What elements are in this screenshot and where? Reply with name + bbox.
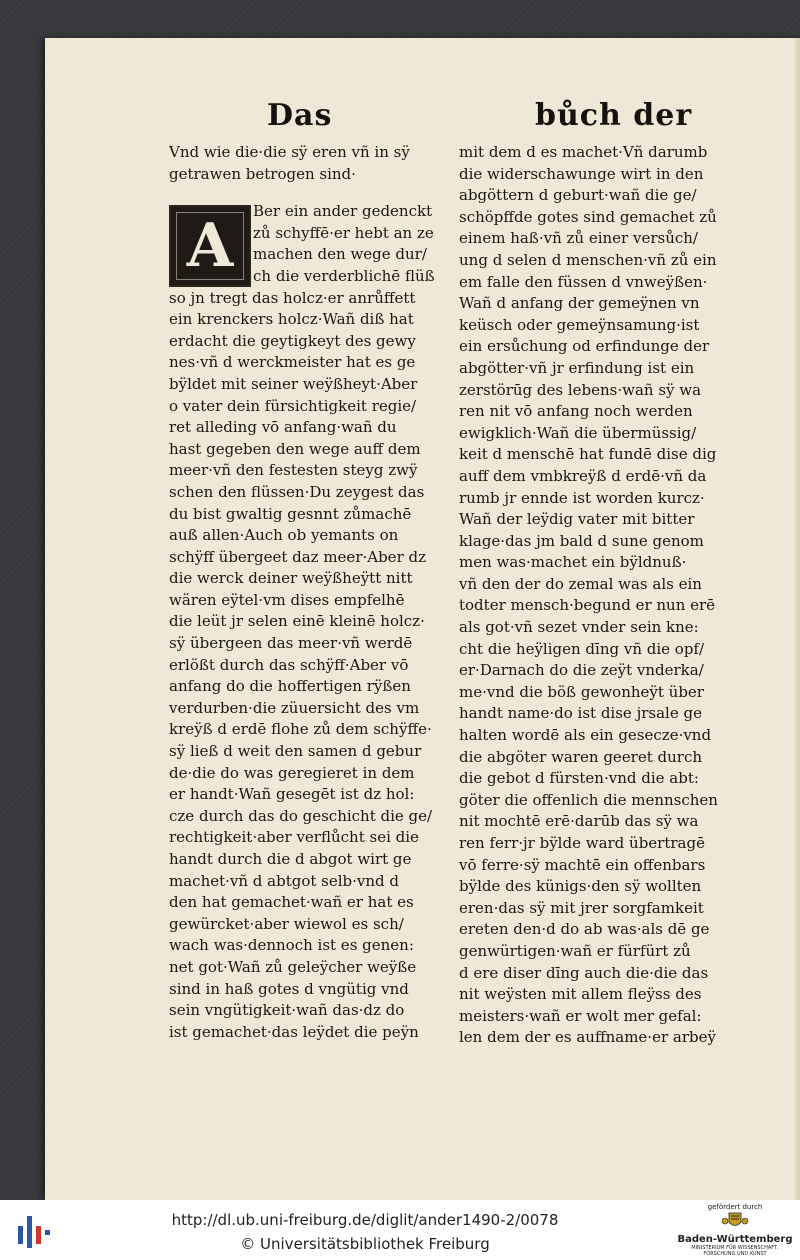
paragraph-with-initial: [169, 201, 459, 1043]
text-line: bÿlde des künigs·den sÿ wollten: [459, 877, 702, 896]
text-line: er handt·Wañ gesegēt ist dz hol:: [169, 785, 415, 804]
text-line: meisters·wañ er wolt mer gefal:: [459, 1006, 702, 1025]
text-line: du bist gwaltig gesnnt zůmachē: [169, 504, 412, 523]
text-line: rechtigkeit·aber verflůcht sei die: [169, 828, 419, 847]
text-line: sÿ ließ d weit den samen d gebur: [169, 742, 422, 761]
text-line: keit d menschē hat fundē dise dig: [459, 445, 717, 464]
text-line: anfang do die hoffertigen rÿßen: [169, 677, 411, 696]
text-line: sein vngütigkeit·wañ das·dz do: [169, 1001, 405, 1020]
text-line: de·die do was geregieret in dem: [169, 763, 415, 782]
chapter-heading: [169, 142, 459, 185]
text-line: ren nit vō anfang noch werden: [459, 402, 693, 421]
state-crest-icon: [720, 1212, 750, 1230]
text-line: schöpffde gotes sind gemachet zů: [459, 207, 717, 226]
running-head-right: bůch der: [535, 98, 693, 133]
running-head-left: Das: [267, 98, 333, 133]
decorated-initial: [169, 205, 251, 287]
left-body-text: [169, 288, 459, 1044]
text-line: die gebot d fürsten·vnd die abt:: [459, 769, 699, 788]
text-line: ein krenckers holcz·Wañ diß hat: [169, 310, 414, 329]
page-edge: [794, 38, 800, 1200]
text-line: mit dem d es machet·Vñ darumb: [459, 143, 708, 161]
text-line: auß allen·Auch ob yemants on: [169, 526, 399, 545]
text-line: men was·machet ein bÿldnuß·: [459, 553, 687, 572]
text-line: nit weÿsten mit allem fleÿss des: [459, 985, 702, 1004]
text-line: eren·das sÿ mit jrer sorgfamkeit: [459, 898, 704, 917]
text-line: abgöttern d geburt·wañ die ge/: [459, 186, 697, 205]
text-line: nit mochtē erē·darūb das sÿ wa: [459, 812, 699, 831]
text-line: schen den flüssen·Du zeygest das: [169, 482, 425, 501]
text-line: vñ den der do zemal was als ein: [459, 574, 702, 593]
text-line: em falle den füssen d vnweÿßen·: [459, 272, 708, 291]
text-line: so jn tregt das holcz·er anrůffett: [169, 288, 416, 307]
text-line: o vater dein fürsichtigkeit regie/: [169, 396, 417, 415]
text-line: klage·das jm bald d sune genom: [459, 531, 704, 550]
text-line: verdurben·die züuersicht des vm: [169, 698, 420, 717]
initial-letter: A: [186, 211, 234, 282]
text-line: ist gemachet·das leÿdet die peÿn: [169, 1022, 419, 1041]
right-text-column: [459, 142, 751, 1049]
text-line: hast gegeben den wege auff dem: [169, 439, 421, 458]
text-line: die widerschawunge wirt in den: [459, 164, 704, 183]
text-line: meer·vñ den festesten steyg zwÿ: [169, 461, 418, 480]
text-line: me·vnd die böß gewonheÿt über: [459, 682, 704, 701]
text-line: len dem der es auffname·er arbeÿ: [459, 1028, 716, 1047]
copyright-notice: © Universitätsbibliothek Freiburg: [240, 1235, 490, 1253]
text-line: genwürtigen·wañ er fürfürt zů: [459, 941, 691, 960]
text-line: ereten den·d do ab was·als dē ge: [459, 920, 710, 939]
text-line: erlößt durch das schÿff·Aber vō: [169, 655, 409, 674]
text-line: cze durch das do geschicht die ge/: [169, 806, 433, 825]
text-line: auff dem vmbkreÿß d erdē·vñ da: [459, 466, 707, 485]
text-line: ch die verderblichē flüß: [253, 266, 435, 285]
text-line: gewürcket·aber wiewol es sch/: [169, 914, 404, 933]
text-line: die leüt jr selen einē kleinē holcz·: [169, 612, 425, 631]
text-line: handt name·do ist dise jrsale ge: [459, 704, 702, 723]
text-line: die abgöter waren geeret durch: [459, 747, 703, 766]
text-line: zerstörūg des lebens·wañ sÿ wa: [459, 380, 702, 399]
text-line: Ber ein ander gedenckt: [253, 202, 433, 221]
text-line: Wañ der leÿdig vater mit bitter: [459, 510, 695, 529]
text-line: Vnd wie die·die sÿ eren vñ in sÿ: [169, 143, 410, 161]
text-line: abgötter·vñ jr erfindung ist ein: [459, 358, 695, 377]
right-body-text: [459, 142, 751, 1049]
text-line: göter die offenlich die mennschen: [459, 790, 718, 809]
sponsor-block[interactable]: [676, 1203, 794, 1257]
text-line: ung d selen d menschen·vñ zů ein: [459, 250, 717, 269]
text-line: ret alleding vō anfang·wañ du: [169, 418, 397, 437]
text-line: sÿ übergeen das meer·vñ werdē: [169, 634, 413, 653]
text-line: er·Darnach do die zeÿt vnderka/: [459, 661, 704, 680]
text-line: handt durch die d abgot wirt ge: [169, 850, 412, 868]
permalink-url[interactable]: http://dl.ub.uni-freiburg.de/diglit/ander1490-2/0078: [171, 1211, 559, 1229]
text-line: machet·vñ d abtgot selb·vnd d: [169, 871, 400, 890]
text-line: kreÿß d erdē flohe zů dem schÿffe·: [169, 720, 432, 739]
text-line: Wañ d anfang der gemeÿnen vn: [459, 294, 700, 313]
text-line: d ere diser dīng auch die·die das: [459, 963, 709, 982]
text-line: getrawen betrogen sind·: [169, 164, 356, 183]
text-line: vō ferre·sÿ machtē ein offenbars: [459, 855, 706, 874]
text-line: wären eÿtel·vm dises empfelhē: [169, 590, 405, 609]
text-line: sind in haß gotes d vngütig vnd: [169, 979, 409, 998]
text-line: ewigklich·Wañ die übermüssig/: [459, 423, 697, 442]
text-line: ren ferr·jr bÿlde ward übertragē: [459, 834, 705, 852]
ministry-name: MINISTERIUM FÜR WISSENSCHAFT, FORSCHUNG UND KUNST: [691, 1245, 779, 1257]
sponsor-label: gefördert durch: [707, 1203, 763, 1211]
text-line: die werck deiner weÿßheÿtt nitt: [169, 569, 413, 588]
text-line: als got·vñ sezet vnder sein kne:: [459, 618, 699, 637]
text-line: schÿff übergeet daz meer·Aber dz: [169, 547, 427, 566]
text-line: net got·Wañ zů geleÿcher weÿße: [169, 957, 417, 976]
text-line: machen den wege dur/: [253, 245, 427, 264]
text-line: bÿldet mit seiner weÿßheyt·Aber: [169, 374, 418, 393]
text-line: keüsch oder gemeÿnsamung·ist: [459, 315, 700, 334]
text-line: rumb jr ennde ist worden kurcz·: [459, 488, 705, 507]
left-text-column: [169, 142, 459, 1043]
text-line: ein ersůchung od erfindunge der: [459, 337, 710, 356]
text-line: einem haß·vñ zů einer versůch/: [459, 229, 698, 248]
text-line: todter mensch·begund er nun erē: [459, 596, 716, 615]
viewer-footer: [0, 1200, 800, 1260]
text-line: erdacht die geytigkeyt des gewy: [169, 331, 416, 350]
text-line: nes·vñ d werckmeister hat es ge: [169, 353, 416, 372]
text-line: cht die heÿligen dīng vñ die opf/: [459, 639, 705, 658]
book-page: [45, 38, 800, 1200]
text-line: wach was·dennoch ist es genen:: [169, 936, 414, 955]
text-line: halten wordē als ein gesecze·vnd: [459, 726, 712, 745]
text-line: den hat gemachet·wañ er hat es: [169, 893, 414, 912]
sponsor-name: Baden-Württemberg: [677, 1234, 793, 1245]
text-line: zů schyffē·er hebt an ze: [253, 223, 434, 242]
